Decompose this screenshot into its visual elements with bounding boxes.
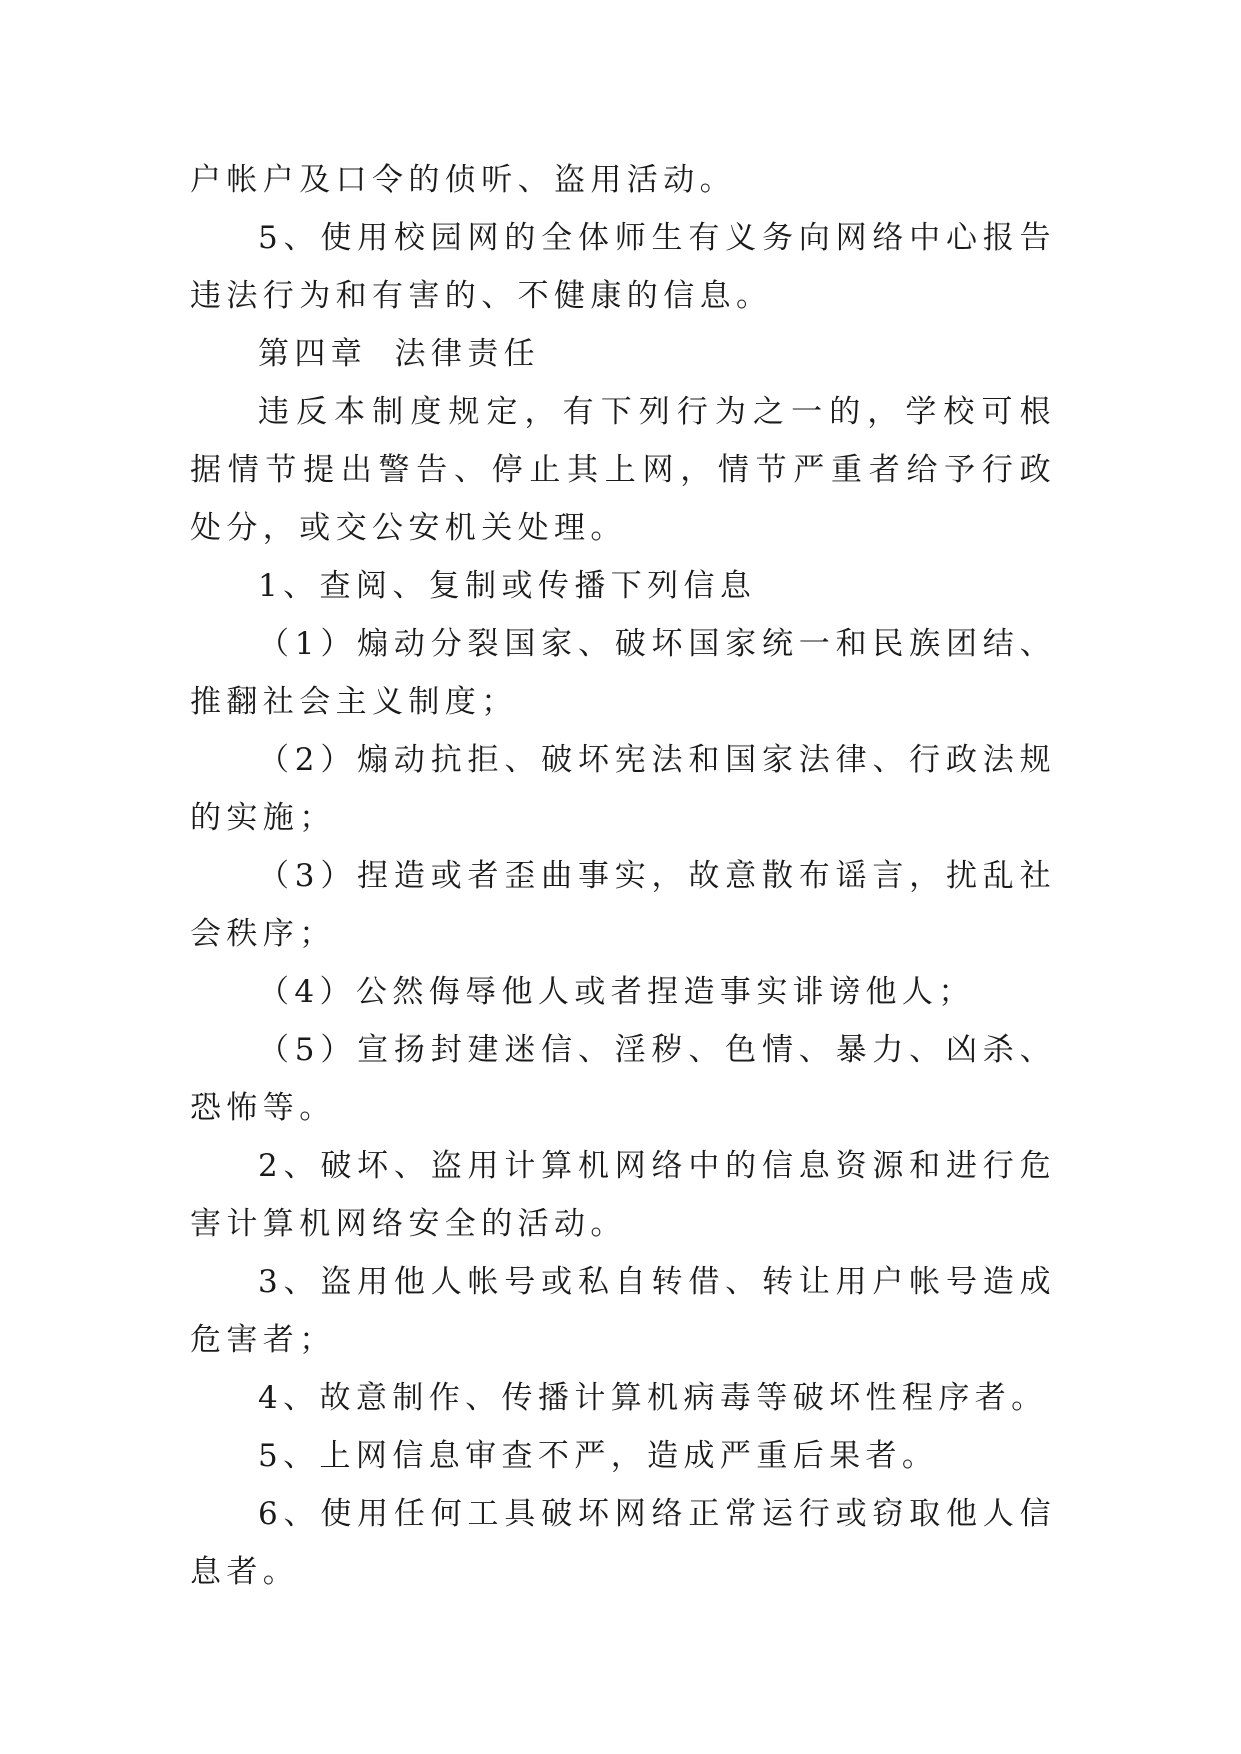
paragraph-item-1: 1、查阅、复制或传播下列信息 — [258, 568, 757, 604]
paragraph-item-5: 5、上网信息审查不严，造成严重后果者。 — [258, 1438, 939, 1474]
paragraph-item-5-report: 5、使用校园网的全体师生有义务向网络中心报告违法行为和有害的、不健康的信息。 — [190, 220, 1056, 314]
chapter-heading: 第四章 法律责任 — [258, 336, 541, 372]
paragraph-continuation: 户帐户及口令的侦听、盗用活动。 — [190, 162, 736, 198]
paragraph-intro: 违反本制度规定，有下列行为之一的，学校可根据情节提出警告、停止其上网，情节严重者给予行政处分，或交公安机关处理。 — [190, 394, 1056, 546]
paragraph-subitem-4: （4）公然侮辱他人或者捏造事实诽谤他人； — [258, 974, 975, 1010]
paragraph-subitem-5: （5）宣扬封建迷信、淫秽、色情、暴力、凶杀、恐怖等。 — [190, 1032, 1056, 1126]
paragraph-item-6: 6、使用任何工具破坏网络正常运行或窃取他人信息者。 — [190, 1496, 1056, 1590]
paragraph-item-2: 2、破坏、盗用计算机网络中的信息资源和进行危害计算机网络安全的活动。 — [190, 1148, 1056, 1242]
paragraph-subitem-1: （1）煽动分裂国家、破坏国家统一和民族团结、推翻社会主义制度； — [190, 626, 1056, 720]
paragraph-subitem-3: （3）捏造或者歪曲事实，故意散布谣言，扰乱社会秩序； — [190, 858, 1056, 952]
document-body — [190, 151, 1056, 1601]
paragraph-item-4: 4、故意制作、传播计算机病毒等破坏性程序者。 — [258, 1380, 1048, 1416]
paragraph-subitem-2: （2）煽动抗拒、破坏宪法和国家法律、行政法规的实施； — [190, 742, 1056, 836]
paragraph-item-3: 3、盗用他人帐号或私自转借、转让用户帐号造成危害者； — [190, 1264, 1056, 1358]
